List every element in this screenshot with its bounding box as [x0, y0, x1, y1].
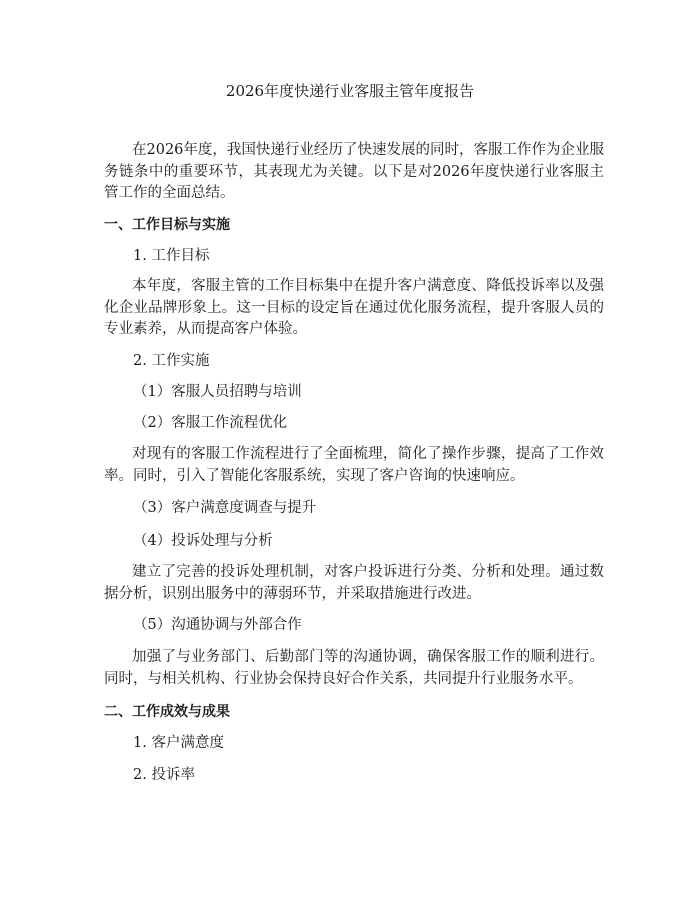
- subitem-process-optimization: （2）客服工作流程优化: [133, 415, 288, 431]
- section-2-item-1: 1. 客户满意度: [133, 735, 224, 751]
- process-optimization-paragraph: 对现有的客服工作流程进行了全面梳理，简化了操作步骤，提高了工作效率。同时，引入了智能化客服系统，实现了客户咨询的快速响应。: [104, 446, 604, 484]
- subitem-satisfaction-survey: （3）客户满意度调查与提升: [133, 500, 317, 516]
- section-1-heading: 一、工作目标与实施: [104, 217, 230, 233]
- section-2-heading: 二、工作成效与成果: [104, 704, 230, 720]
- subitem-communication: （5）沟通协调与外部合作: [133, 617, 302, 633]
- communication-paragraph: 加强了与业务部门、后勤部门等的沟通协调，确保客服工作的顺利进行。同时，与相关机构、行业协会保持良好合作关系，共同提升行业服务水平。: [104, 649, 604, 687]
- subitem-recruitment: （1）客服人员招聘与培训: [133, 384, 302, 400]
- document-title: 2026年度快递行业客服主管年度报告: [225, 82, 475, 100]
- work-goal-paragraph: 本年度，客服主管的工作目标集中在提升客户满意度、降低投诉率以及强化企业品牌形象上。这一目标的设定旨在通过优化服务流程，提升客服人员的专业素养，从而提高客户体验。: [104, 278, 604, 337]
- complaint-handling-paragraph: 建立了完善的投诉处理机制，对客户投诉进行分类、分析和处理。通过数据分析，识别出服务中的薄弱环节，并采取措施进行改进。: [104, 564, 604, 602]
- section-2-item-2: 2. 投诉率: [133, 767, 195, 783]
- intro-paragraph: 在2026年度，我国快递行业经历了快速发展的同时，客服工作作为企业服务链条中的重要环节，其表现尤为关键。以下是对2026年度快递行业客服主管工作的全面总结。: [104, 142, 604, 201]
- section-1-item-2: 2. 工作实施: [133, 353, 210, 369]
- section-1-item-1: 1. 工作目标: [133, 248, 210, 264]
- subitem-complaint-handling: （4）投诉处理与分析: [133, 533, 273, 549]
